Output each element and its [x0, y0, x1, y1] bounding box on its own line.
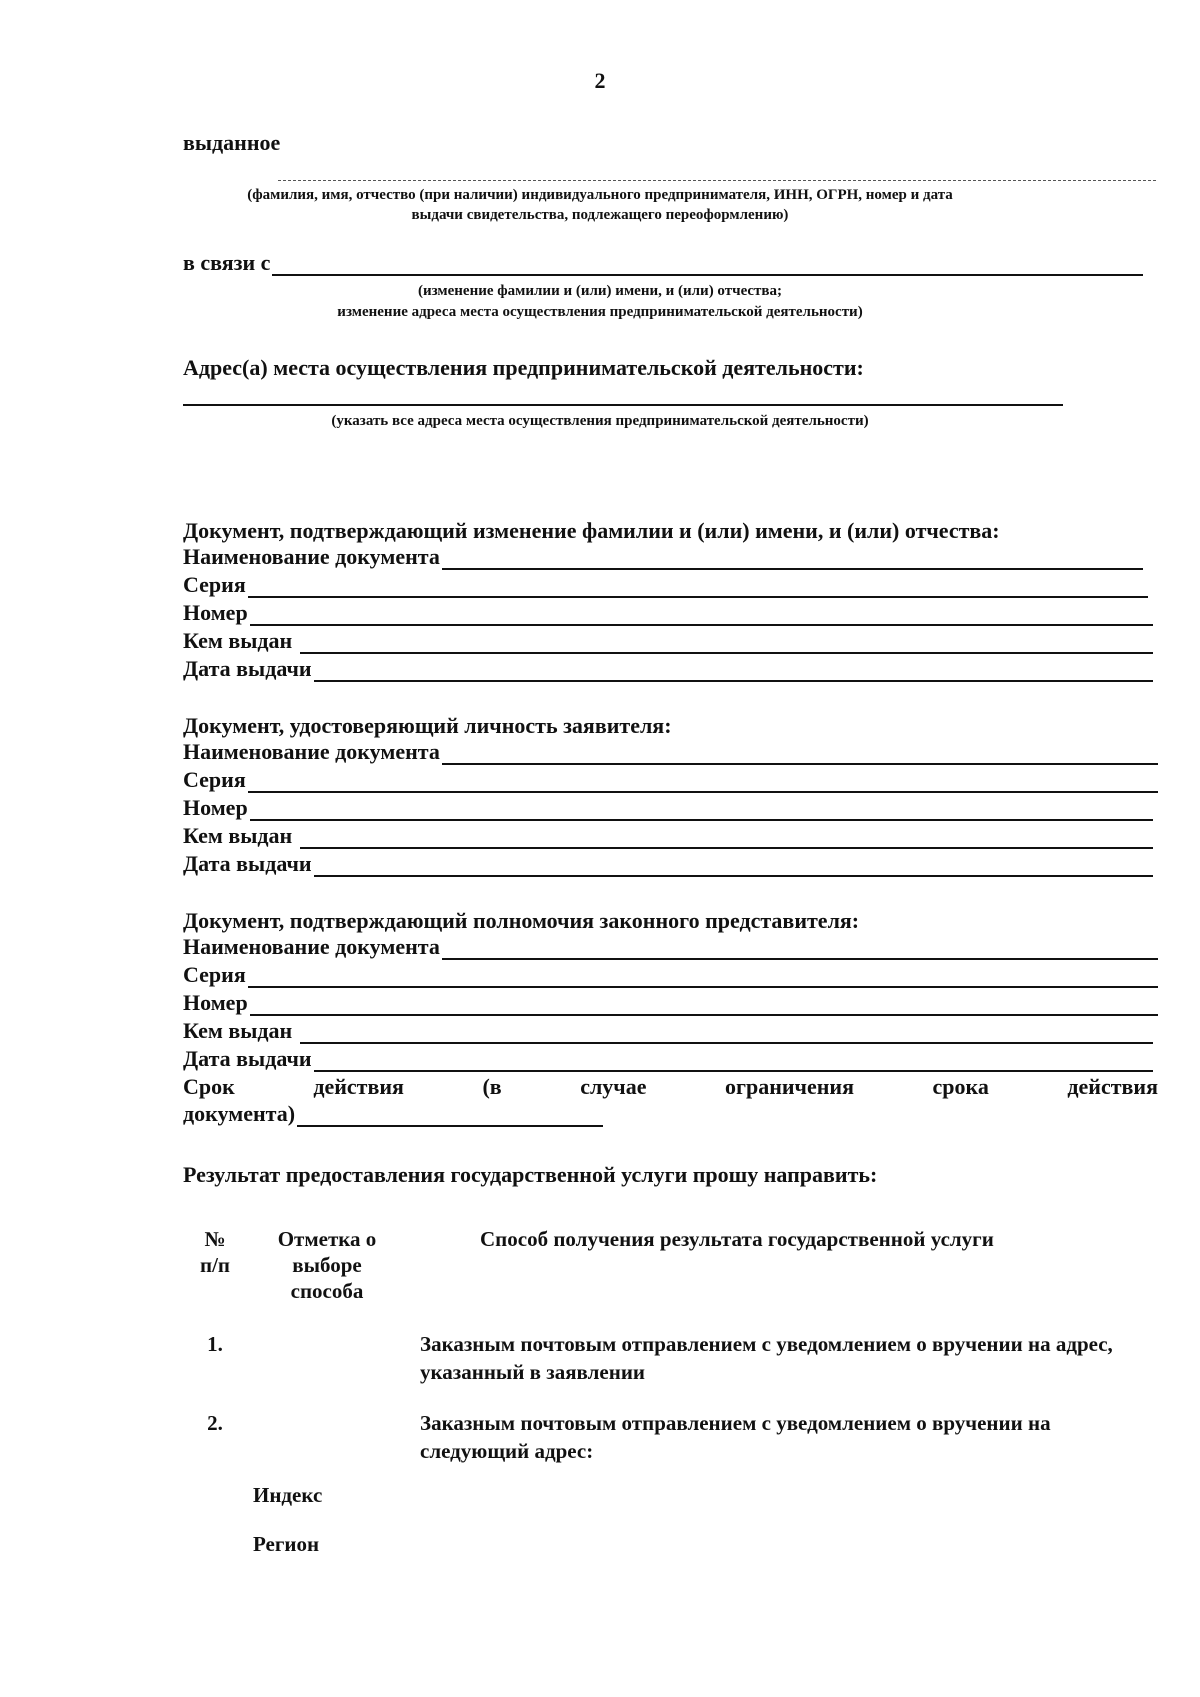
field-line[interactable]	[314, 1050, 1153, 1072]
validity-label: документа)	[183, 1101, 296, 1126]
doc-change-issued-by-field[interactable]	[183, 628, 1153, 654]
issued-label: выданное	[183, 130, 281, 155]
field-label: Серия	[183, 767, 246, 792]
reason-line[interactable]	[272, 254, 1143, 276]
validity-word: действия	[313, 1074, 404, 1099]
field-line[interactable]	[300, 1022, 1153, 1044]
row-2-num: 2.	[207, 1411, 223, 1435]
validity-word: ограничения	[724, 1074, 854, 1099]
field-line[interactable]	[248, 966, 1158, 988]
reason-caption-2: изменение адреса места осуществления предпринимательской деятельности)	[337, 304, 863, 320]
validity-word: случае	[580, 1074, 647, 1099]
field-label: Наименование документа	[183, 739, 440, 764]
field-label: Дата выдачи	[183, 851, 312, 876]
field-line[interactable]	[248, 771, 1158, 793]
doc-change-issue-date-field[interactable]	[183, 656, 1153, 682]
field-label: Наименование документа	[183, 544, 440, 569]
field-label: Наименование документа	[183, 934, 440, 959]
field-line[interactable]	[442, 938, 1158, 960]
row-2-method[interactable]: Заказным почтовым отправлением с уведомлением о вручении на следующий адрес:	[420, 1411, 1051, 1463]
field-line[interactable]	[442, 743, 1158, 765]
doc-identity-heading: Документ, удостоверяющий личность заявителя:	[183, 713, 672, 738]
validity-word: срока	[932, 1074, 989, 1099]
validity-line-1	[183, 1074, 1158, 1100]
doc-authority-issue-date-field[interactable]	[183, 1046, 1153, 1072]
address-caption: (указать все адреса места осуществления предпринимательской деятельности)	[331, 413, 869, 429]
doc-authority-number-field[interactable]	[183, 990, 1158, 1016]
table-header-mark: Отметка о выборе способа	[277, 1227, 377, 1303]
reason-field[interactable]	[183, 250, 1143, 276]
reason-caption-1: (изменение фамилии и (или) имени, и (или) отчества;	[417, 283, 783, 299]
index-label: Индекс	[253, 1483, 323, 1507]
reason-label: в связи с	[183, 250, 271, 275]
field-label: Номер	[183, 990, 248, 1015]
doc-change-number-field[interactable]	[183, 600, 1153, 626]
field-line[interactable]	[442, 548, 1143, 570]
field-label: Номер	[183, 795, 248, 820]
doc-change-heading: Документ, подтверждающий изменение фамилии и (или) имени, и (или) отчества:	[183, 518, 1000, 543]
field-line[interactable]	[250, 799, 1153, 821]
field-label: Серия	[183, 572, 246, 597]
field-label: Кем выдан	[183, 628, 293, 653]
address-heading: Адрес(а) места осуществления предпринимательской деятельности:	[183, 355, 864, 380]
validity-word: (в	[482, 1074, 502, 1099]
doc-authority-name-field[interactable]	[183, 934, 1158, 960]
address-line[interactable]	[183, 404, 1063, 406]
doc-identity-series-field[interactable]	[183, 767, 1158, 793]
field-label: Номер	[183, 600, 248, 625]
field-label: Кем выдан	[183, 823, 293, 848]
result-heading: Результат предоставления государственной услуги прошу направить:	[183, 1162, 878, 1187]
doc-authority-series-field[interactable]	[183, 962, 1158, 988]
issued-caption-2: выдачи свидетельства, подлежащего переоформлению)	[411, 207, 789, 223]
doc-change-series-field[interactable]	[183, 572, 1148, 598]
validity-line[interactable]	[297, 1105, 603, 1127]
doc-identity-issued-by-field[interactable]	[183, 823, 1153, 849]
doc-change-name-field[interactable]	[183, 544, 1143, 570]
field-line[interactable]	[300, 632, 1153, 654]
doc-identity-issue-date-field[interactable]	[183, 851, 1153, 877]
doc-authority-heading: Документ, подтверждающий полномочия законного представителя:	[183, 908, 860, 933]
field-label: Дата выдачи	[183, 1046, 312, 1071]
region-label: Регион	[253, 1532, 320, 1556]
field-label: Кем выдан	[183, 1018, 293, 1043]
table-header-method: Способ получения результата государственной услуги	[480, 1227, 994, 1251]
field-label: Дата выдачи	[183, 656, 312, 681]
validity-word: Срок	[183, 1074, 235, 1099]
row-1-num: 1.	[207, 1332, 223, 1356]
field-line[interactable]	[314, 660, 1153, 682]
doc-identity-number-field[interactable]	[183, 795, 1153, 821]
field-label: Серия	[183, 962, 246, 987]
issued-caption-1: (фамилия, имя, отчество (при наличии) индивидуального предпринимателя, ИНН, ОГРН, номер и дата	[247, 187, 953, 203]
doc-authority-issued-by-field[interactable]	[183, 1018, 1153, 1044]
field-line[interactable]	[250, 994, 1158, 1016]
validity-word: действия	[1067, 1074, 1158, 1099]
field-line[interactable]	[314, 855, 1153, 877]
issued-line[interactable]	[278, 180, 1156, 181]
doc-identity-name-field[interactable]	[183, 739, 1158, 765]
field-line[interactable]	[250, 604, 1153, 626]
validity-field[interactable]	[183, 1101, 603, 1127]
page-number: 2	[594, 68, 606, 93]
field-line[interactable]	[248, 576, 1148, 598]
row-1-method[interactable]: Заказным почтовым отправлением с уведомлением о вручении на адрес, указанный в заявлении	[420, 1332, 1113, 1384]
field-line[interactable]	[300, 827, 1153, 849]
table-header-num: № п/п	[199, 1227, 231, 1277]
